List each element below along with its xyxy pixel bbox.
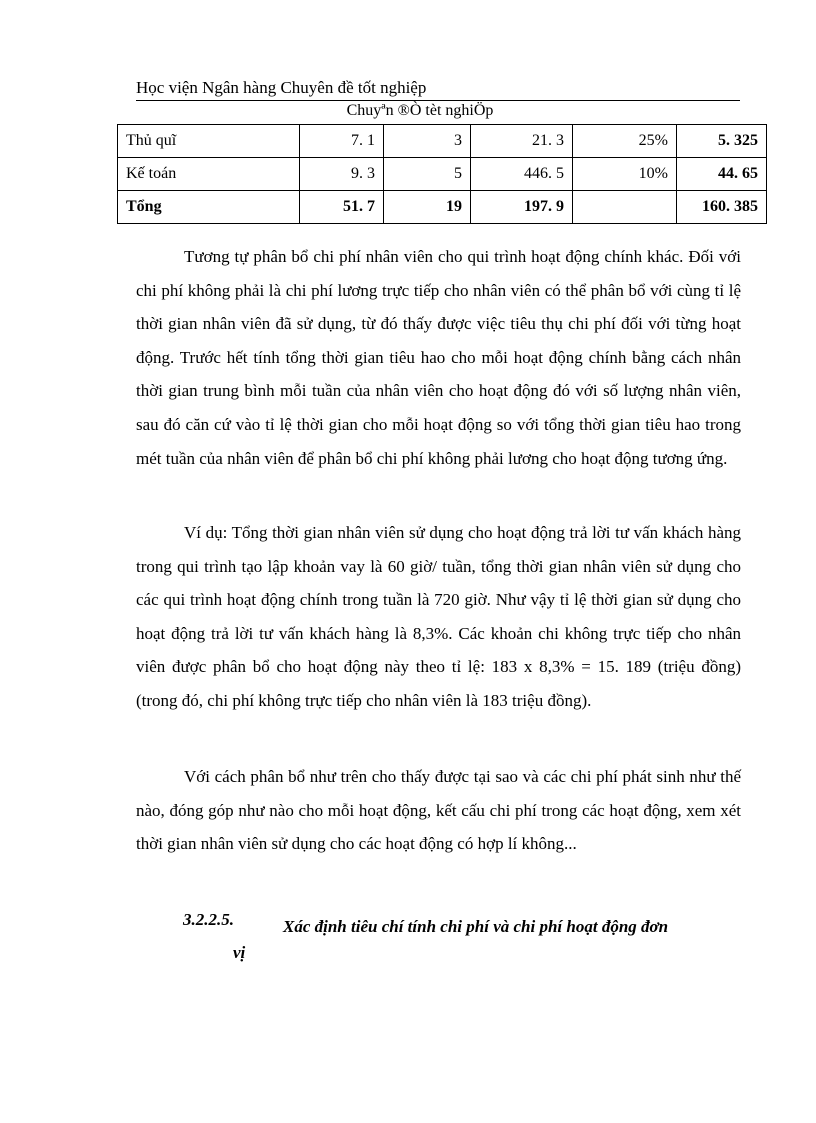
table-cell: 9. 3 [300,158,384,191]
table-cell: 44. 65 [677,158,767,191]
section-title: Xác định tiêu chí tính chi phí và chi phí hoạt động đơn [283,917,669,936]
table-cell: 10% [573,158,677,191]
table-row [118,125,767,158]
cost-table [117,124,767,224]
table-cell: 3 [384,125,471,158]
table-cell: 5. 325 [677,125,767,158]
table-row [118,158,767,191]
table-cell: 21. 3 [471,125,573,158]
section-title-continued: vị [233,943,246,962]
table-row-total [118,191,767,224]
table-cell: 51. 7 [300,191,384,224]
table-cell-name: Tổng [118,191,300,224]
table-cell: 7. 1 [300,125,384,158]
table-cell: 160. 385 [677,191,767,224]
running-header: Học viện Ngân hàng Chuyên đề tốt nghiệp [136,78,740,101]
table-cell-name: Thủ quĩ [118,125,300,158]
table-cell: 5 [384,158,471,191]
paragraph: Với cách phân bổ như trên cho thấy được tại sao và các chi phí phát sinh như thế nào, đóng góp như nào cho mỗi hoạt động, kết cấu chi phí trong các hoạt động, xem xét thời gian nhân viên sử dụng cho các hoạt động có hợp lí không... [136,767,741,854]
table-cell: 19 [384,191,471,224]
paragraph: Tương tự phân bổ chi phí nhân viên cho qui trình hoạt động chính khác. Đối với chi phí không phải là chi phí lương trực tiếp cho nhân viên có thể phân bổ với cùng tỉ lệ thời gian nhân viên đã sử dụng, từ đó thấy được việc tiêu thụ chi phí đối với từng hoạt động. Trước hết tính tổng thời gian tiêu hao cho mỗi hoạt động chính bằng cách nhân thời gian trung bình mỗi tuần của nhân viên cho hoạt động đó với số lượng nhân viên, sau đó căn cứ vào tỉ lệ thời gian cho mỗi hoạt động so với tổng thời gian tiêu hao trong mét tuần của nhân viên để phân bổ chi phí không phải lương cho hoạt động tương ứng. [136,247,741,468]
table-cell: 197. 9 [471,191,573,224]
table-cell-name: Kế toán [118,158,300,191]
paragraph: Ví dụ: Tổng thời gian nhân viên sử dụng cho hoạt động trả lời tư vấn khách hàng trong qui trình tạo lập khoản vay là 60 giờ/ tuần, tổng thời gian nhân viên sử dụng cho các qui trình hoạt động chính trong tuần là 720 giờ. Như vậy tỉ lệ thời gian sử dụng cho hoạt động trả lời tư vấn khách hàng là 8,3%. Các khoản chi không trực tiếp cho nhân viên được phân bổ cho hoạt động này theo tỉ lệ: 183 x 8,3% = 15. 189 (triệu đồng) (trong đó, chi phí không trực tiếp cho nhân viên là 183 triệu đồng). [136,523,741,710]
section-number: 3.2.2.5. [183,910,234,929]
garbled-header-text: Chuyªn ®Ò tèt nghiÖp [346,102,494,119]
garbled-header [0,102,816,120]
table-cell [573,191,677,224]
table-cell: 25% [573,125,677,158]
table-cell: 446. 5 [471,158,573,191]
